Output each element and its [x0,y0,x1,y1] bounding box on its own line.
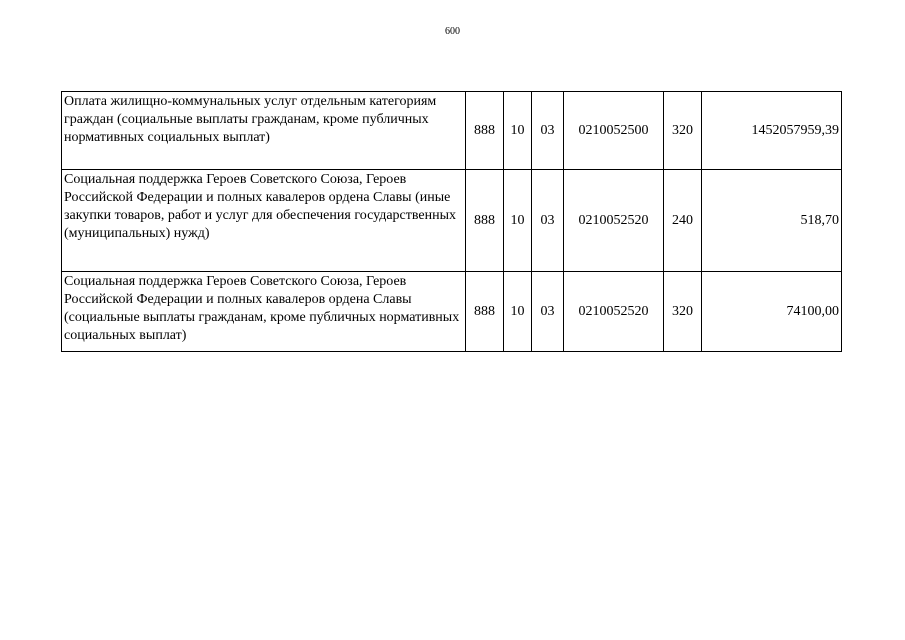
amount-value: 518,70 [702,170,842,272]
expense-description: Социальная поддержка Героев Советского Союза, Героев Российской Федерации и полных кавалеров ордена Славы (иные закупки товаров, работ и услуг для обеспечения государственных (муниципальных) нужд) [62,170,466,272]
ministry-code: 888 [466,272,504,352]
subsection-code: 03 [532,170,564,272]
ministry-code: 888 [466,170,504,272]
target-article-code: 0210052520 [564,170,664,272]
budget-table [61,91,842,352]
expense-description: Социальная поддержка Героев Советского Союза, Героев Российской Федерации и полных кавалеров ордена Славы (социальные выплаты гражданам, кроме публичных нормативных социальных выплат) [62,272,466,352]
page-number: 600 [445,26,460,37]
section-code: 10 [504,272,532,352]
ministry-code: 888 [466,92,504,170]
table-row [62,92,842,170]
target-article-code: 0210052500 [564,92,664,170]
expense-type-code: 240 [664,170,702,272]
amount-value: 1452057959,39 [702,92,842,170]
expense-type-code: 320 [664,92,702,170]
target-article-code: 0210052520 [564,272,664,352]
expense-description: Оплата жилищно-коммунальных услуг отдельным категориям граждан (социальные выплаты гражданам, кроме публичных нормативных социальных выплат) [62,92,466,170]
subsection-code: 03 [532,92,564,170]
section-code: 10 [504,170,532,272]
subsection-code: 03 [532,272,564,352]
section-code: 10 [504,92,532,170]
expense-type-code: 320 [664,272,702,352]
table-row [62,170,842,272]
amount-value: 74100,00 [702,272,842,352]
table-row [62,272,842,352]
